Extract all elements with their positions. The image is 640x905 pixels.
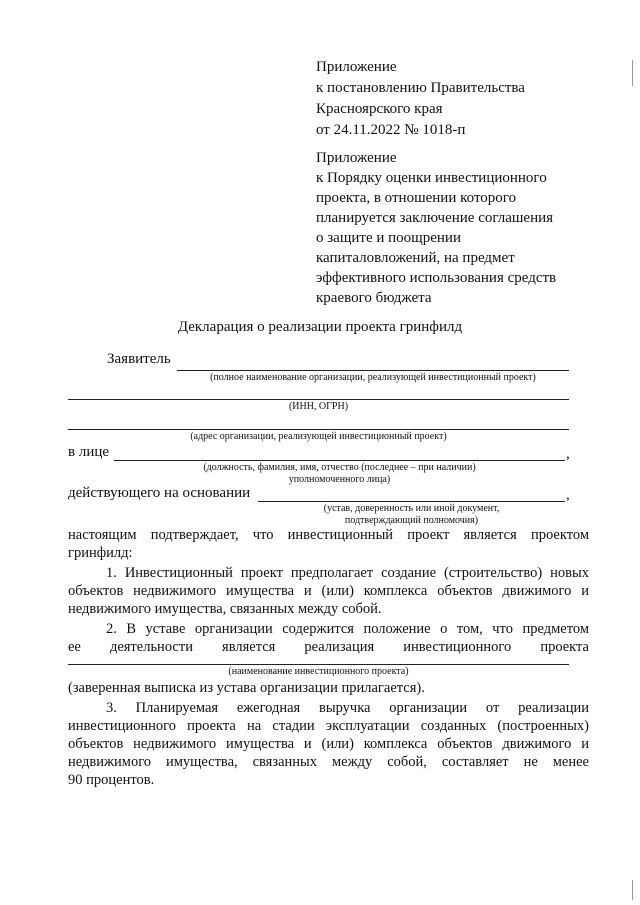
appendix-line: краевого бюджета [316, 290, 432, 306]
paragraph-3-text-3: объектов недвижимого имущества и (или) комплекса объектов движимого и [68, 736, 589, 752]
paragraph-3-text-1: 3. Планируемая ежегодная выручка организации от реализации [106, 700, 589, 716]
appendix-line: о защите и поощрении [316, 230, 461, 246]
project-name-field-line[interactable] [68, 664, 569, 665]
paragraph-1-line-1 [106, 565, 589, 582]
basis-hint-2: подтверждающий полномочия) [344, 515, 479, 526]
header-line: Красноярского края [316, 101, 443, 117]
appendix-line: к Порядку оценки инвестиционного [316, 170, 547, 186]
basis-label: действующего на основании [68, 485, 251, 501]
project-name-hint: (наименование инвестиционного проекта) [228, 666, 409, 677]
paragraph-3-line-3 [68, 736, 589, 753]
intro-line-2: гринфилд: [68, 545, 133, 561]
paragraph-1-text-2: объектов недвижимого имущества и (или) комплекса объектов движимого и [68, 583, 589, 599]
appendix-line: капиталовложений, на предмет [316, 250, 515, 266]
person-field-line[interactable] [114, 460, 565, 461]
applicant-label: Заявитель [107, 351, 171, 367]
intro-text-1: настоящим подтверждает, что инвестиционный проект является проектом [68, 527, 589, 543]
appendix-line: планируется заключение соглашения [316, 210, 554, 226]
scan-edge-mark [632, 880, 633, 900]
paragraph-1-line-3: недвижимого имущества, связанных между собой. [68, 601, 382, 617]
person-hint-1: (должность, фамилия, имя, отчество (последнее – при наличии) [203, 462, 476, 473]
scan-edge-mark [632, 60, 633, 86]
inn-field-line[interactable] [68, 399, 569, 400]
paragraph-3-line-5: 90 процентов. [68, 772, 155, 788]
paragraph-3-line-2 [68, 718, 589, 735]
paragraph-3-line-4 [68, 754, 589, 771]
basis-comma: , [566, 487, 570, 503]
person-comma: , [566, 446, 570, 462]
paragraph-2-line-1 [106, 621, 589, 638]
paragraph-2-line-2 [68, 639, 589, 656]
basis-hint-1: (устав, доверенность или иной документ, [323, 503, 500, 514]
paragraph-1-line-2 [68, 583, 589, 600]
appendix-line: Приложение [316, 150, 397, 166]
address-hint: (адрес организации, реализующей инвестиционный проект) [190, 431, 447, 442]
header-line: Приложение [316, 59, 397, 75]
appendix-line: эффективного использования средств [316, 270, 557, 286]
appendix-line: проекта, в отношении которого [316, 190, 517, 206]
address-field-line[interactable] [68, 429, 569, 430]
inn-hint: (ИНН, ОГРН) [288, 401, 349, 412]
header-line: от 24.11.2022 № 1018-п [316, 122, 466, 138]
header-line: к постановлению Правительства [316, 80, 525, 96]
paragraph-3-text-4: недвижимого имущества, связанных между собой, составляет не менее [68, 754, 589, 770]
intro-line-1 [68, 527, 589, 544]
basis-field-line[interactable] [258, 501, 565, 502]
person-hint-2: уполномоченного лица) [288, 474, 391, 485]
document-title: Декларация о реализации проекта гринфилд [177, 319, 463, 335]
person-label: в лице [68, 444, 110, 460]
applicant-hint: (полное наименование организации, реализующей инвестиционный проект) [210, 372, 536, 383]
paragraph-3-text-2: инвестиционного проекта на стадии эксплуатации созданных (построенных) [68, 718, 589, 734]
paragraph-2-text-1: 2. В уставе организации содержится положение о том, что предметом [106, 621, 589, 637]
paragraph-1-text-1: 1. Инвестиционный проект предполагает создание (строительство) новых [106, 565, 589, 581]
paragraph-2-text-2: ее деятельности является реализация инвестиционного проекта [68, 639, 589, 655]
paragraph-3-line-1 [106, 700, 589, 717]
applicant-field-line[interactable] [177, 370, 569, 371]
paragraph-2-line-3: (заверенная выписка из устава организации прилагается). [68, 680, 425, 696]
